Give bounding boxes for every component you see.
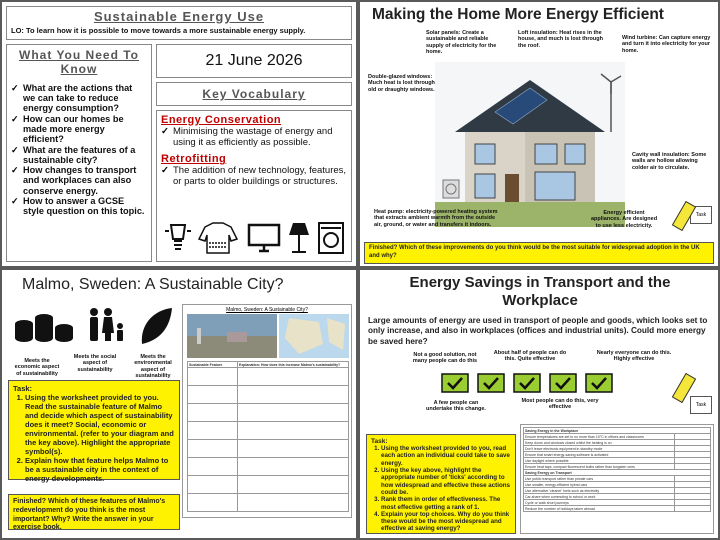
key-label-few: A few people can undertake this change. [426, 400, 486, 413]
ws-header-feature: Sustainable Feature [188, 362, 238, 368]
list-item: ✓ How to answer a GCSE style question on this topic. [11, 196, 147, 217]
social-aspect-label: Meets the social aspect of sustainability [73, 354, 117, 373]
leaf-icon [142, 308, 172, 344]
vocab-header-box [156, 82, 352, 106]
key-label-half: About half of people can do this. Quite effective [493, 350, 567, 363]
house-illustration [435, 62, 625, 227]
worksheet-table [523, 427, 711, 512]
term-retrofitting: Retrofitting [161, 152, 227, 165]
task-box [366, 434, 516, 534]
table-row: Use public transport rather than private cars [524, 476, 675, 482]
list-item: ✓ How can our homes be made more energy efficient? [11, 114, 147, 145]
title-box [6, 6, 352, 40]
table-row: Ensure temperatures are set to no more than 19°C in offices and classrooms [524, 434, 675, 440]
table-row: Reduce the number of holidays taken abroad [524, 506, 675, 512]
need-to-know-box [6, 44, 152, 262]
list-item: 2. Using the key above, highlight the appropriate number of 'ticks' according to how widespread and effective these actions could be. [381, 467, 511, 496]
finished-prompt: Finished? Which of these features of Malmo's redevelopment do you think is the most important? Why? Write the answer in your exercise book. [8, 494, 180, 530]
ws-header-explanation: Explanation: How does this increase Malmo's sustainability? [238, 362, 349, 368]
lamp-icon [289, 223, 309, 253]
table-row: Keep doors and windows closed whilst the heating is on [524, 440, 675, 446]
task-heading: Task: [371, 438, 388, 445]
tick-key [440, 372, 630, 394]
finished-prompt: Finished? Which of these improvements do you think would be the most suitable for widespread adoption in the UK and why? [364, 242, 714, 264]
term-energy-conservation: Energy Conservation [161, 114, 282, 126]
cavity-wall-caption: Cavity wall insulation: Some walls are hollow allowing colder air to circulate. [632, 152, 707, 171]
jumper-icon [199, 223, 237, 253]
list-item: 4. Explain your top choices. Why do you think these would be the most widespread and effective at saving energy? [381, 511, 511, 533]
environmental-aspect-label: Meets the environmental aspect of sustainability [134, 354, 172, 379]
appliances-caption: Energy efficient appliances. Are designed to use less electricity. [590, 210, 658, 229]
washing-machine-icon [319, 223, 343, 253]
vocab-title: Key Vocabulary [202, 87, 306, 101]
slide-malmo-sustainable-city [2, 270, 356, 538]
list-item: ✓ How changes to transport and workplaces can also conserve energy. [11, 165, 147, 196]
task-note-icon: Task [690, 206, 712, 224]
slide-title: Malmo, Sweden: A Sustainable City? [22, 276, 284, 293]
worksheet-thumbnail [520, 424, 714, 534]
coins-icon [15, 314, 73, 342]
slide-home-energy-efficient [360, 2, 718, 266]
key-label-nearly: Nearly everyone can do this. Highly effective [596, 350, 672, 363]
malmo-photo [187, 314, 277, 358]
key-label-not-good: Not a good solution, not many people can do this [412, 352, 478, 365]
worksheet-thumbnail [182, 304, 352, 518]
slide-title: Sustainable Energy Use [93, 9, 265, 24]
task-box [8, 380, 180, 483]
definition-retrofitting: ✓ The addition of new technology, features, or parts to older buildings or structures. [161, 166, 347, 188]
list-item: ✓ What are the actions that we can take to reduce energy consumption? [11, 83, 147, 114]
list-item: ✓ What are the features of a sustainable city? [11, 145, 147, 166]
task-note-icon: Task [690, 396, 712, 414]
double-glazing-caption: Double-glazed windows: Much heat is lost through old or draughty windows. [368, 74, 435, 93]
slide-transport-workplace [360, 270, 718, 538]
loft-insulation-caption: Loft insulation: Heat rises in the house, and much is lost through the roof. [518, 30, 603, 49]
heat-pump-caption: Heat pump: electricity-powered heating system that extracts ambient warmth from the outside air, ground, or water and transfers it indoors. [374, 209, 498, 228]
table-row: Don't leave electronic equipment in standby mode [524, 446, 675, 452]
definition-energy-conservation: ✓ Minimising the wastage of energy and using it as efficiently as possible. [161, 127, 347, 149]
learning-objective: LO: To learn how it is possible to move towards a more sustainable energy supply. [11, 26, 306, 35]
table-row: Ensure heat taps, compact fluorescent bulbs rather than tungsten ones [524, 464, 675, 470]
ws-title-transport: Saving Energy on Transport [524, 470, 711, 476]
need-to-know-list [11, 83, 147, 217]
need-to-know-title: What You Need To Know [19, 48, 139, 77]
location-map [279, 314, 349, 358]
list-item: 3. Rank them in order of effectiveness. The most effective getting a rank of 1. [381, 496, 511, 511]
solar-panels-caption: Solar panels: Create a sustainable and reliable supply of electricity for the home. [426, 30, 497, 55]
tv-icon [249, 225, 279, 251]
list-item: 1. Using the worksheet provided to you. Read the sustainable feature of Malmo and decide which aspect of sustainability does it meet? Social, economic or environmental. (refer to your diagram and the key above). Highlight the appropriate symbol(s). [25, 393, 175, 456]
task-list [371, 445, 511, 533]
table-row: Cycle or walk short journeys [524, 500, 675, 506]
worksheet-title: Malmo, Sweden: A Sustainable City? [226, 307, 308, 313]
date-box [156, 44, 352, 78]
list-item: 1. Using the worksheet provided to you, read each action an individual could take to save energy. [381, 445, 511, 467]
key-label-most: Most people can do this, very effective [521, 398, 599, 411]
task-list [13, 393, 175, 483]
table-row: Ensure that smart energy-saving software is activated [524, 452, 675, 458]
slide-sustainable-energy-use [2, 2, 356, 266]
worksheet-table [187, 361, 349, 512]
date: 21 June 2026 [205, 52, 303, 69]
ws-title-workplace: Saving Energy in the Workplace [524, 428, 711, 434]
sustainability-icons [14, 304, 174, 354]
intro-text: Large amounts of energy are used in transport of people and goods, which looks set to only increase, and also in workplaces (offices and industrial units). Could more energy be saved here? [368, 316, 708, 346]
appliance-icons [161, 219, 351, 257]
list-item: 2. Explain how that feature helps Malmo to be a sustainable city in the context of energy developments. [25, 456, 175, 483]
heat-pump-icon [443, 180, 459, 198]
economic-aspect-label: Meets the economic aspect of sustainability [14, 358, 60, 377]
wind-turbine-caption: Wind turbine: Can capture energy and turn it into electricity for your home. [622, 35, 711, 54]
slide-title: Making the Home More Energy Efficient [372, 6, 664, 23]
slide-title: Energy Savings in Transport and the Workplace [409, 274, 671, 309]
vocab-box [156, 110, 352, 262]
task-heading: Task: [13, 384, 33, 393]
table-row: Car-share when commuting to school or work [524, 494, 675, 500]
table-row: Use alternative 'cleaner' fuels such as electricity [524, 488, 675, 494]
table-row: Use daylight where possible [524, 458, 675, 464]
table-row: Use smaller, energy-efficient hybrid cars [524, 482, 675, 488]
family-icon [90, 308, 123, 341]
bulb-icon [165, 225, 191, 249]
